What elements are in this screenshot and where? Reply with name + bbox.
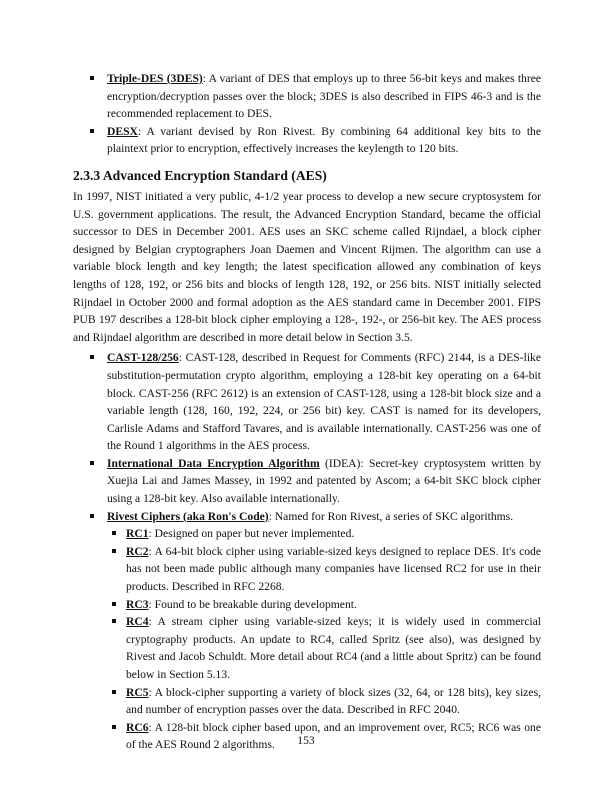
item-text: : Found to be breakable during development. xyxy=(148,597,357,611)
item-text: : Named for Ron Rivest, a series of SKC algorithms. xyxy=(268,509,514,523)
list-item xyxy=(73,349,541,455)
rc-sublist xyxy=(107,525,541,754)
bullet-icon xyxy=(90,355,94,359)
term-link[interactable]: RC6 xyxy=(126,720,149,734)
section-paragraph: In 1997, NIST initiated a very public, 4-1/2 year process to develop a new secure cryptosystem for U.S. government applications. The result, the Advanced Encryption Standard, became the official successor to DES in December 2001. AES uses an SKC scheme called Rijndael, a block cipher designed by Belgian cryptographers Joan Daemen and Vincent Rijmen. The algorithm can use a variable block length and key length; the latest specification allowed any combination of keys lengths of 128, 192, or 256 bits and blocks of length 128, 192, or 256 bits. NIST initially selected Rijndael in October 2000 and formal adoption as the AES standard came in December 2001. FIPS PUB 197 describes a 128-bit block cipher employing a 128-, 192-, or 256-bit key. The AES process and Rijndael algorithm are described in more detail below in Section 3.5. xyxy=(73,189,541,344)
list-item xyxy=(73,123,541,158)
item-text: : A block-cipher supporting a variety of block sizes (32, 64, or 128 bits), key sizes, and number of encryption passes over the data. Described in RFC 2040. xyxy=(126,685,541,717)
term-link[interactable]: Rivest Ciphers (aka Ron's Code) xyxy=(107,509,269,523)
term-link[interactable]: RC1 xyxy=(126,527,149,541)
bullet-icon xyxy=(90,129,94,133)
sublist-item xyxy=(107,543,541,596)
item-text: : A 64-bit block cipher using variable-sized keys designed to replace DES. It's code has not been made public although many companies have licensed RC2 for use in their products. Described in RFC 2268. xyxy=(126,544,541,594)
sublist-item xyxy=(107,684,541,719)
term-link[interactable]: RC5 xyxy=(126,685,149,699)
term-link[interactable]: RC3 xyxy=(126,597,149,611)
bullet-icon xyxy=(90,461,94,465)
term-link[interactable]: RC4 xyxy=(126,615,149,629)
item-text: : A variant of DES that employs up to three 56-bit keys and makes three encryption/decryption passes over the block; 3DES is also described in FIPS 46-3 and is the recommended replacement to DES. xyxy=(107,72,541,121)
page-content xyxy=(73,70,541,754)
bullet-icon xyxy=(90,76,94,80)
top-bullet-list xyxy=(73,70,541,158)
item-text: : A variant devised by Ron Rivest. By combining 64 additional key bits to the plaintext prior to encryption, effectively increases the keylength to 120 bits. xyxy=(107,124,541,156)
algorithm-bullet-list xyxy=(73,349,541,754)
term-link[interactable]: CAST-128/256 xyxy=(107,351,179,365)
bullet-icon xyxy=(112,690,116,694)
list-item xyxy=(73,508,541,754)
bullet-icon xyxy=(112,725,116,729)
bullet-icon xyxy=(112,549,116,553)
term-link[interactable]: RC2 xyxy=(126,544,149,558)
sublist-item xyxy=(107,596,541,614)
item-text: : CAST-128, described in Request for Comments (RFC) 2144, is a DES-like substitution-permutation crypto algorithm, employing a 128-bit key operating on a 64-bit block. CAST-256 (RFC 2612) is an extension of CAST-128, using a 128-bit block size and a variable length (128, 160, 192, 224, or 256 bit) key. CAST is named for its developers, Carlisle Adams and Stafford Tavares, and is available internationally. CAST-256 was one of the Round 1 algorithms in the AES process. xyxy=(107,351,541,453)
term-link[interactable]: Triple-DES (3DES) xyxy=(107,72,203,85)
term-link[interactable]: International Data Encryption Algorithm xyxy=(107,456,320,470)
item-text: : A stream cipher using variable-sized keys; it is widely used in commercial cryptography products. An update to RC4, called Spritz (see also), was designed by Rivest and Jacob Schuldt. More detail about RC4 (and a little about Spritz) can be found below in Section 5.13. xyxy=(126,615,541,681)
bullet-icon xyxy=(90,514,94,518)
bullet-icon xyxy=(112,619,116,623)
list-item xyxy=(73,455,541,508)
term-link[interactable]: DESX xyxy=(107,124,138,138)
bullet-icon xyxy=(112,531,116,535)
item-text: : Designed on paper but never implemented. xyxy=(148,527,355,541)
sublist-item xyxy=(107,613,541,683)
item-text: (IDEA): Secret-key cryptosystem written by Xuejia Lai and James Massey, in 1992 and patented by Ascom; a 64-bit SKC block cipher using a 128-bit key. Also available internationally. xyxy=(107,456,541,506)
list-item xyxy=(73,70,541,123)
bullet-icon xyxy=(112,602,116,606)
sublist-item xyxy=(107,525,541,543)
item-text: : A 128-bit block cipher based upon, and an improvement over, RC5; RC6 was one of the AES Round 2 algorithms. xyxy=(126,720,541,752)
section-heading: 2.3.3 Advanced Encryption Standard (AES) xyxy=(73,167,327,183)
page-number: 153 xyxy=(297,734,315,747)
